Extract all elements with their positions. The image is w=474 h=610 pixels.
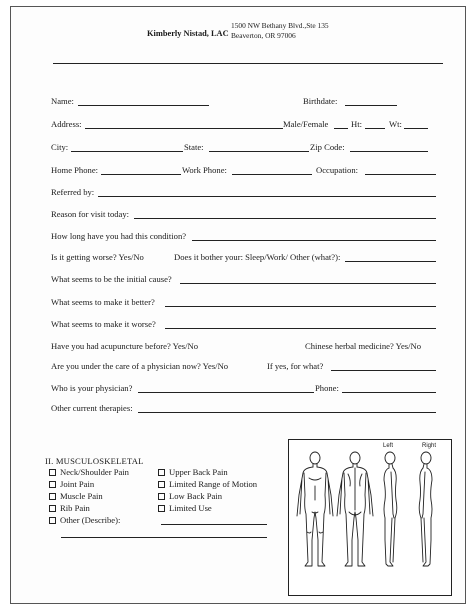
- front-view-figure: [297, 452, 333, 566]
- checkbox-neck-shoulder[interactable]: Neck/Shoulder Pain: [49, 467, 129, 477]
- checkbox-rib-pain[interactable]: Rib Pain: [49, 503, 90, 513]
- zip-label: Zip Code:: [310, 142, 345, 152]
- initial-cause-field[interactable]: [180, 283, 436, 284]
- other-describe-field-2[interactable]: [61, 537, 267, 538]
- zip-field[interactable]: [350, 151, 428, 152]
- checkbox-box[interactable]: [49, 505, 56, 512]
- checkbox-upper-back[interactable]: Upper Back Pain: [158, 467, 228, 477]
- referred-by-label: Referred by:: [51, 187, 95, 197]
- checkbox-limited-rom[interactable]: Limited Range of Motion: [158, 479, 257, 489]
- height-field[interactable]: [365, 128, 385, 129]
- city-field[interactable]: [71, 151, 183, 152]
- birthdate-label: Birthdate:: [303, 96, 338, 106]
- other-therapies-label: Other current therapies:: [51, 403, 133, 413]
- weight-label: Wt:: [389, 119, 402, 129]
- checkbox-box[interactable]: [49, 493, 56, 500]
- checkbox-other[interactable]: Other (Describe):: [49, 515, 120, 525]
- body-chart[interactable]: [288, 439, 452, 596]
- sex-label: Male/Female: [283, 119, 329, 129]
- physician-phone-label: Phone:: [315, 383, 339, 393]
- checkbox-limited-use[interactable]: Limited Use: [158, 503, 212, 513]
- address-line-1: 1500 NW Bethany Blvd.,Ste 135: [231, 21, 329, 30]
- checkbox-box[interactable]: [49, 481, 56, 488]
- occupation-field[interactable]: [365, 174, 436, 175]
- address-field[interactable]: [85, 128, 283, 129]
- getting-worse-label: Is it getting worse? Yes/No: [51, 252, 144, 262]
- checkbox-box[interactable]: [158, 505, 165, 512]
- how-long-label: How long have you had this condition?: [51, 231, 187, 241]
- better-label: What seems to make it better?: [51, 297, 155, 307]
- state-label: State:: [184, 142, 204, 152]
- height-label: Ht:: [351, 119, 362, 129]
- bother-label: Does it bother your: Sleep/Work/ Other (what?):: [174, 252, 341, 262]
- worse-field[interactable]: [165, 328, 436, 329]
- if-yes-field[interactable]: [331, 370, 436, 371]
- herbal-label: Chinese herbal medicine? Yes/No: [305, 341, 421, 351]
- back-view-figure: [337, 452, 373, 566]
- home-phone-label: Home Phone:: [51, 165, 99, 175]
- physician-phone-field[interactable]: [342, 392, 436, 393]
- checkbox-box[interactable]: [158, 481, 165, 488]
- physician-name-field[interactable]: [138, 392, 314, 393]
- name-field[interactable]: [78, 105, 209, 106]
- address-label: Address:: [51, 119, 82, 129]
- checkbox-box[interactable]: [49, 517, 56, 524]
- checkbox-muscle-pain[interactable]: Muscle Pain: [49, 491, 103, 501]
- other-therapies-field[interactable]: [138, 412, 436, 413]
- weight-field[interactable]: [404, 128, 428, 129]
- birthdate-field[interactable]: [345, 105, 397, 106]
- musculoskeletal-title: II. MUSCULOSKELETAL: [45, 456, 144, 466]
- left-side-view-figure: [384, 452, 397, 566]
- left-label: Left: [383, 443, 394, 449]
- better-field[interactable]: [165, 306, 436, 307]
- initial-cause-label: What seems to be the initial cause?: [51, 274, 172, 284]
- name-label: Name:: [51, 96, 74, 106]
- if-yes-label: If yes, for what?: [267, 361, 324, 371]
- body-figures: [289, 440, 453, 597]
- header-divider: [53, 63, 443, 64]
- intake-form-page: [10, 6, 466, 604]
- reason-label: Reason for visit today:: [51, 209, 130, 219]
- work-phone-field[interactable]: [232, 174, 312, 175]
- right-side-view-figure: [419, 452, 432, 566]
- checkbox-low-back[interactable]: Low Back Pain: [158, 491, 222, 501]
- referred-by-field[interactable]: [98, 196, 436, 197]
- home-phone-field[interactable]: [101, 174, 181, 175]
- address-line-2: Beaverton, OR 97006: [231, 31, 296, 40]
- checkbox-box[interactable]: [158, 493, 165, 500]
- state-field[interactable]: [209, 151, 309, 152]
- other-describe-field[interactable]: [161, 524, 267, 525]
- occupation-label: Occupation:: [316, 165, 358, 175]
- right-label: Right: [422, 443, 437, 449]
- how-long-field[interactable]: [192, 240, 436, 241]
- sex-field[interactable]: [334, 128, 348, 129]
- city-label: City:: [51, 142, 69, 152]
- bother-field[interactable]: [345, 261, 436, 262]
- work-phone-label: Work Phone:: [182, 165, 227, 175]
- acupuncture-label: Have you had acupuncture before? Yes/No: [51, 341, 198, 351]
- checkbox-box[interactable]: [49, 469, 56, 476]
- reason-field[interactable]: [134, 218, 436, 219]
- checkbox-joint-pain[interactable]: Joint Pain: [49, 479, 94, 489]
- physician-care-label: Are you under the care of a physician now? Yes/No: [51, 361, 229, 371]
- practitioner-name: Kimberly Nistad, LAC: [147, 29, 229, 38]
- who-physician-label: Who is your physician?: [51, 383, 133, 393]
- checkbox-box[interactable]: [158, 469, 165, 476]
- worse-label: What seems to make it worse?: [51, 319, 156, 329]
